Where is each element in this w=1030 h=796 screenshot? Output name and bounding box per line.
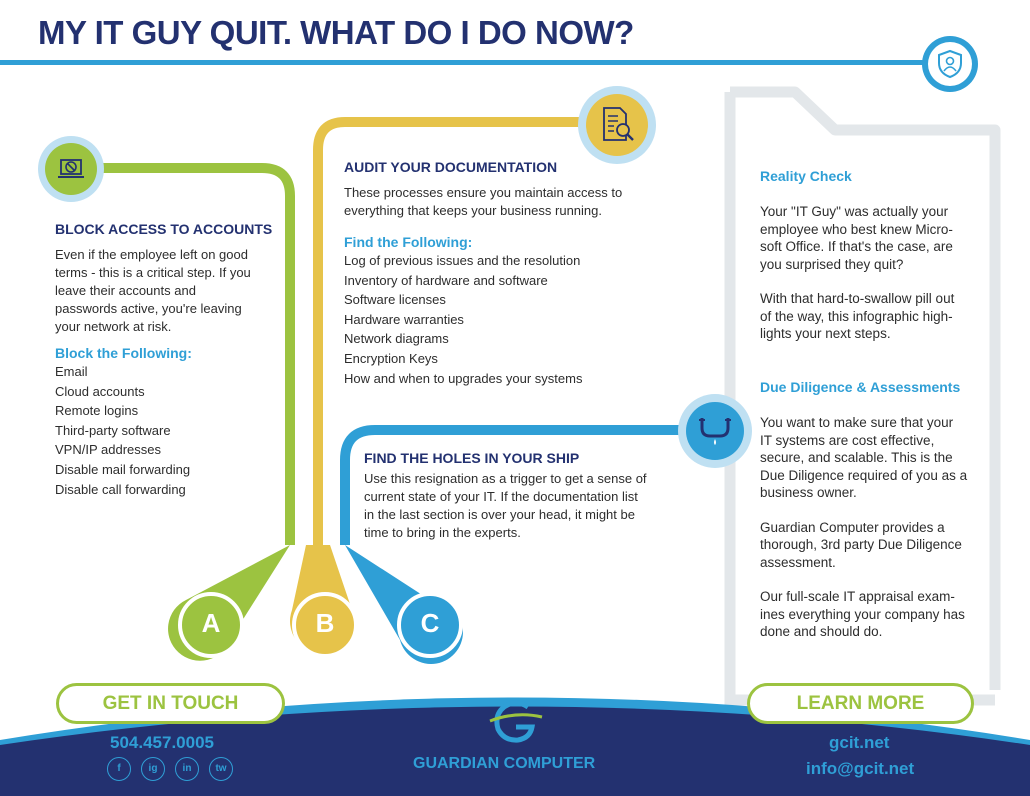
instagram-icon[interactable]: ig (141, 757, 165, 781)
text-line: You want to make sure that your (760, 415, 954, 430)
list-item: VPN/IP addresses (55, 442, 161, 458)
text-line: IT systems are cost effective, (760, 432, 935, 448)
text-line: lights your next steps. (760, 326, 891, 341)
text-line: secure, and scalable. This is the (760, 450, 953, 465)
section-c-body (364, 470, 647, 542)
email-link[interactable]: info@gcit.net (806, 759, 915, 778)
due-diligence-heading: Due Diligence & Assessments (760, 379, 961, 395)
section-c-body-line: Use this resignation as a trigger to get a sense of (364, 471, 647, 486)
text-line: Our full-scale IT appraisal exam- (760, 589, 955, 604)
section-a-body-line: your network at risk. (55, 319, 172, 334)
section-c-body-line: time to bring in the experts. (364, 525, 521, 540)
document-audit-icon (578, 86, 656, 164)
text-line: thorough, 3rd party Due Diligence (760, 537, 962, 552)
section-a-body-line: Even if the employee left on good (55, 247, 248, 262)
text-line: done and should do. (760, 624, 883, 639)
list-item: Inventory of hardware and software (344, 272, 548, 288)
section-a-list (55, 362, 190, 499)
letter-b: B (315, 608, 335, 638)
section-a-body-line: passwords active, you're leaving (55, 301, 242, 316)
list-item: Network diagrams (344, 331, 449, 347)
list-item: Remote logins (55, 403, 139, 419)
section-a-body-line: leave their accounts and (55, 283, 196, 298)
section-b-body (344, 184, 622, 220)
section-c-body-line: current state of your IT. If the documentation list (364, 489, 638, 504)
letter-a: A (201, 608, 221, 638)
section-c-heading: FIND THE HOLES IN YOUR SHIP (364, 450, 580, 466)
text-line: you surprised they quit? (760, 256, 904, 272)
list-item: Software licenses (344, 292, 446, 308)
text-line: of the way, this infographic high- (760, 308, 953, 324)
page-title: MY IT GUY QUIT. WHAT DO I DO NOW? (38, 14, 634, 51)
section-b-body-line: These processes ensure you maintain access to (344, 185, 623, 200)
list-item: Log of previous issues and the resolution (344, 253, 581, 268)
list-item: Disable mail forwarding (55, 461, 191, 477)
brand-logo-icon (488, 697, 544, 747)
text-line: assessment. (760, 554, 836, 570)
list-item: Cloud accounts (55, 383, 145, 399)
section-b-list-heading: Find the Following: (344, 234, 473, 250)
shield-person-icon (922, 36, 978, 92)
section-b-body-line: everything that keeps your business running. (344, 203, 602, 218)
text-line: business owner. (760, 485, 857, 500)
list-item: Disable call forwarding (55, 481, 186, 497)
list-item: Hardware warranties (344, 311, 464, 327)
text-line: Due Diligence required of you as a (760, 467, 968, 483)
linkedin-icon[interactable]: in (175, 757, 199, 781)
learn-more-button[interactable]: LEARN MORE (747, 683, 974, 724)
section-a-list-heading: Block the Following: (55, 345, 192, 361)
text-line: Guardian Computer provides a (760, 519, 945, 535)
pipe-leak-icon (678, 394, 752, 468)
text-line: Your "IT Guy" was actually your (760, 204, 949, 219)
social-links (107, 757, 247, 783)
text-line: employee who best knew Micro- (760, 221, 953, 237)
text-line: With that hard-to-swallow pill out (760, 291, 955, 306)
get-in-touch-button[interactable]: GET IN TOUCH (56, 683, 285, 724)
section-c-body-line: in the last section is over your head, it might be (364, 507, 635, 522)
letter-c: C (420, 608, 440, 638)
section-b-list (344, 251, 582, 388)
list-item: Email (55, 364, 88, 379)
no-laptop-icon (38, 136, 104, 202)
text-line: soft Office. If that's the case, are (760, 239, 953, 254)
list-item: Third-party software (55, 422, 171, 438)
reality-check-text (760, 203, 954, 343)
section-a-heading: BLOCK ACCESS TO ACCOUNTS (55, 221, 273, 237)
text-line: ines everything your company has (760, 606, 965, 622)
reality-check-heading: Reality Check (760, 168, 852, 184)
list-item: How and when to upgrades your systems (344, 370, 583, 386)
list-item: Encryption Keys (344, 350, 438, 366)
section-a-body (55, 246, 275, 336)
section-b-heading: AUDIT YOUR DOCUMENTATION (344, 159, 558, 175)
section-a-body-line: terms - this is a critical step. If you (55, 265, 251, 280)
twitter-icon[interactable]: tw (209, 757, 233, 781)
phone-number[interactable]: 504.457.0005 (110, 733, 214, 752)
brand-name: GUARDIAN COMPUTER (413, 755, 596, 772)
website-link[interactable]: gcit.net (829, 733, 890, 752)
facebook-icon[interactable]: f (107, 757, 131, 781)
due-diligence-text (760, 414, 967, 641)
